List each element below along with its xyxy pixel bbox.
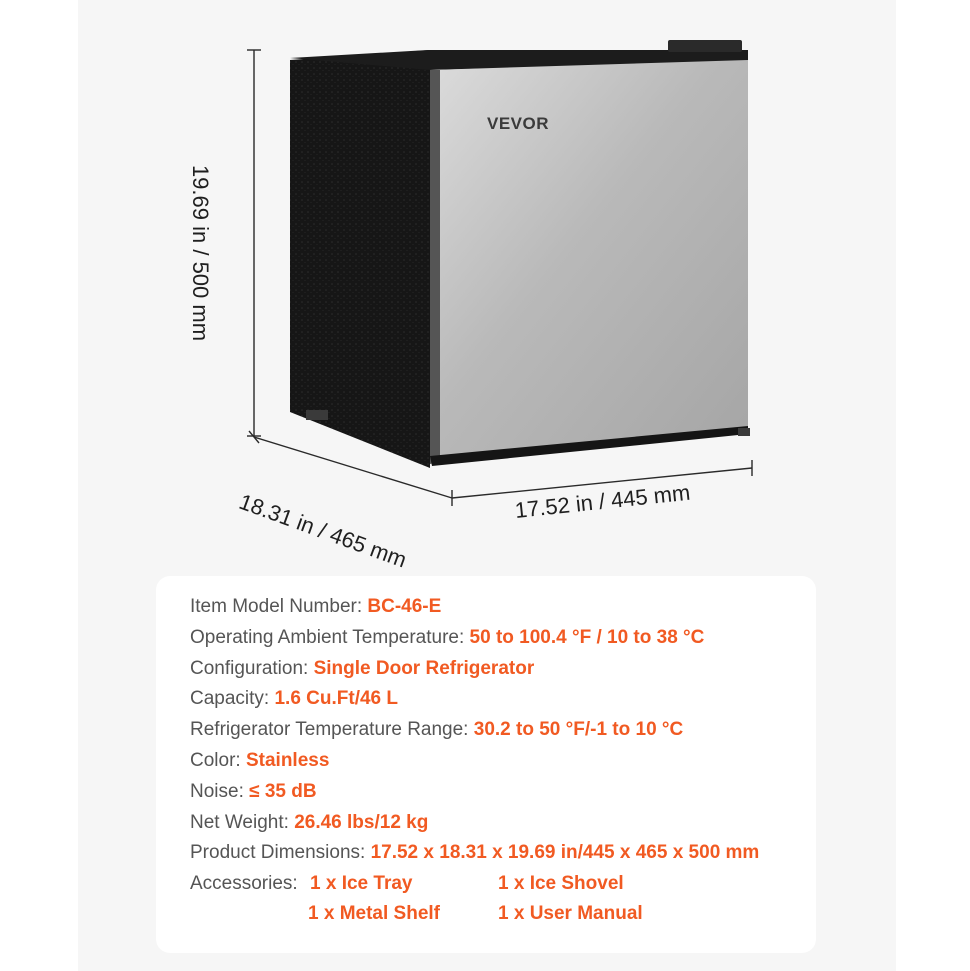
width-dimension-label: 17.52 in / 445 mm — [513, 479, 692, 523]
fridge-door-edge — [430, 70, 440, 464]
accessory-item: 1 x User Manual — [498, 903, 643, 924]
spec-label: Operating Ambient Temperature: — [190, 626, 465, 648]
fridge-foot — [306, 410, 328, 420]
depth-dimension-label: 18.31 in / 465 mm — [235, 488, 410, 573]
spec-label: Configuration: — [190, 657, 309, 679]
spec-row-configuration — [190, 654, 806, 685]
spec-row-model — [190, 592, 806, 623]
brand-logo: VEVOR — [487, 114, 550, 133]
accessory-item: 1 x Metal Shelf — [308, 903, 440, 924]
accessory-item: 1 x Ice Tray — [310, 873, 413, 894]
spec-label: Product Dimensions: — [190, 842, 366, 864]
fridge-foot — [738, 428, 750, 436]
accessory-item: 1 x Ice Shovel — [498, 873, 624, 894]
spec-value: 30.2 to 50 °F/-1 to 10 °C — [473, 719, 684, 741]
spec-card — [156, 576, 816, 953]
spec-label: Item Model Number: — [190, 596, 363, 617]
spec-value: ≤ 35 dB — [249, 780, 317, 802]
spec-row-noise — [190, 777, 806, 808]
fridge-hinge — [668, 40, 742, 52]
spec-label: Capacity: — [190, 688, 270, 710]
spec-value: 26.46 lbs/12 kg — [294, 811, 429, 833]
spec-value: BC-46-E — [367, 596, 442, 617]
spec-label: Color: — [190, 749, 241, 771]
spec-row-capacity — [190, 684, 806, 715]
spec-row-net-weight — [190, 808, 806, 839]
height-dimension-label: 19.69 in / 500 mm — [188, 164, 213, 342]
spec-value: Single Door Refrigerator — [313, 657, 535, 679]
spec-label: Net Weight: — [190, 811, 289, 833]
spec-row-product-dimensions — [190, 838, 806, 869]
fridge-side-panel — [290, 50, 430, 468]
spec-label: Noise: — [190, 780, 244, 802]
accessories-label: Accessories: — [190, 873, 298, 894]
spec-row-color — [190, 746, 806, 777]
spec-list — [190, 592, 806, 869]
spec-label: Refrigerator Temperature Range: — [190, 719, 469, 741]
spec-row-temperature-range — [190, 715, 806, 746]
spec-value: 1.6 Cu.Ft/46 L — [274, 688, 399, 710]
spec-row-ambient-temperature — [190, 623, 806, 654]
fridge-door — [430, 60, 748, 462]
spec-value: Stainless — [245, 749, 330, 771]
spec-value: 17.52 x 18.31 x 19.69 in/445 x 465 x 500 mm — [370, 842, 760, 864]
spec-value: 50 to 100.4 °F / 10 to 38 °C — [469, 626, 705, 648]
